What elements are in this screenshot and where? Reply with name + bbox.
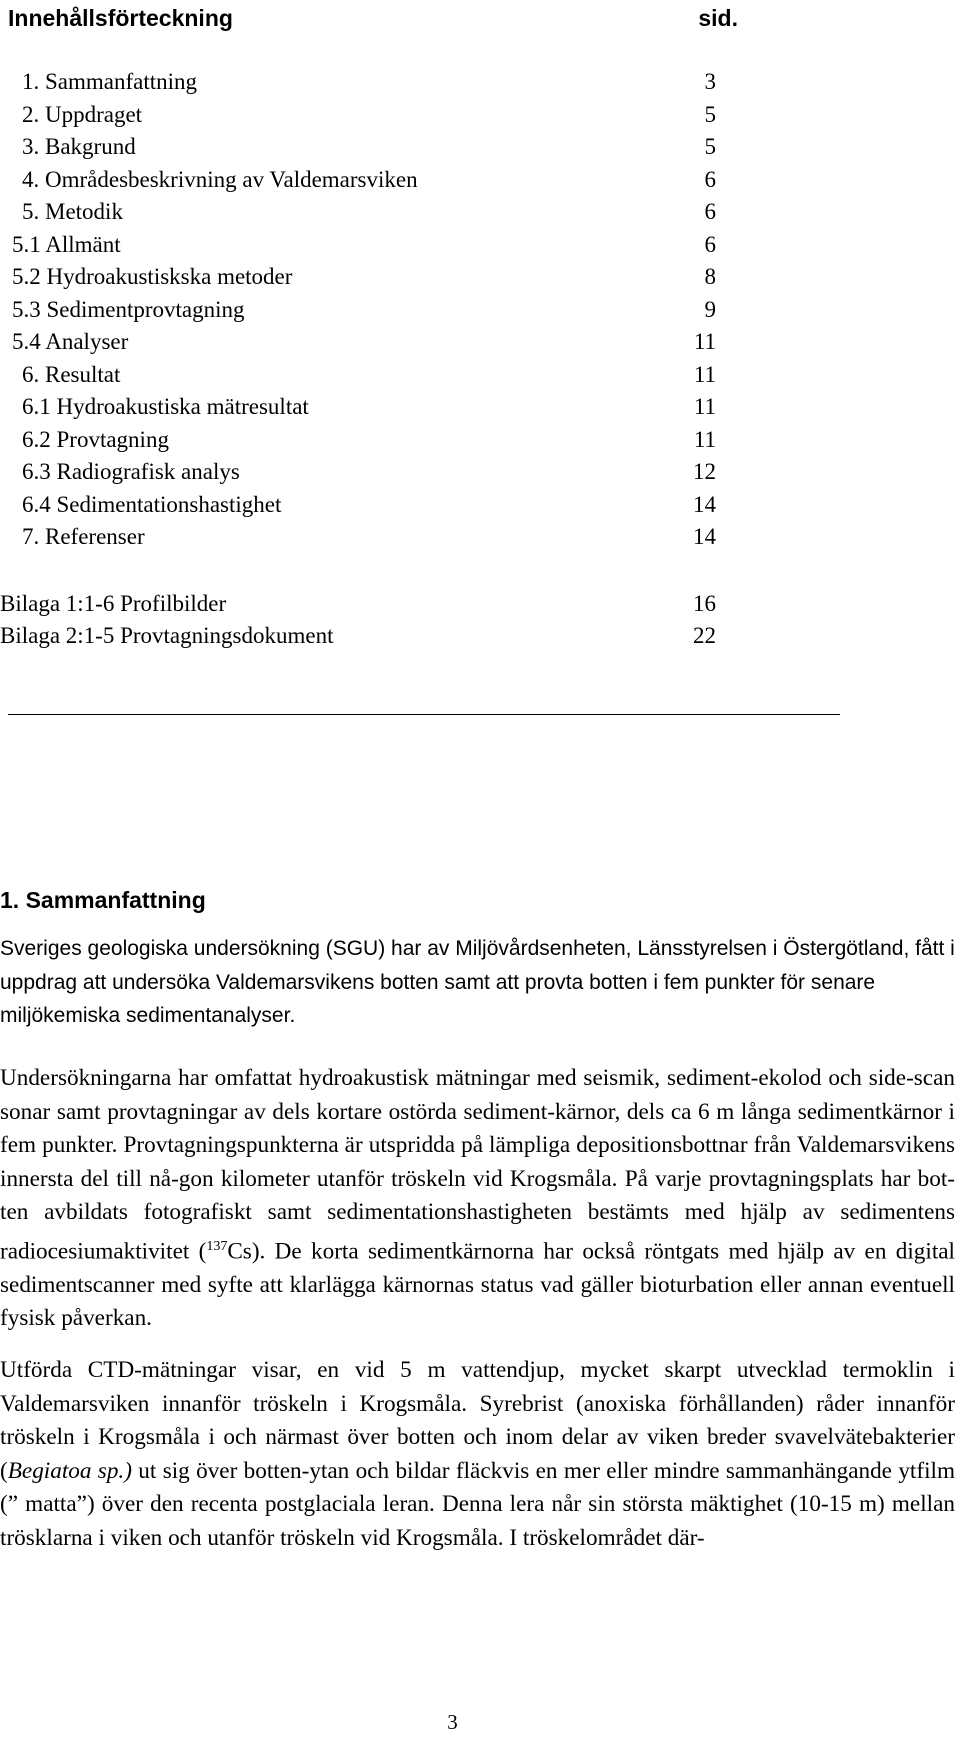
toc-entry xyxy=(0,456,960,489)
toc-entry-page: 8 xyxy=(704,264,716,289)
toc-entry-label: 6.4 Sedimentationshastighet xyxy=(22,491,282,517)
toc-entry-page: 3 xyxy=(704,69,716,94)
toc-entry xyxy=(0,489,960,522)
toc-entry-label: 6. Resultat xyxy=(22,361,121,387)
toc-entry-label: 5.1 Allmänt xyxy=(12,231,121,257)
paragraph-3 xyxy=(0,1354,955,1555)
toc-heading xyxy=(8,2,738,34)
toc-entry-label: Bilaga 1:1-6 Profilbilder xyxy=(0,590,227,616)
toc-entry xyxy=(0,261,960,294)
toc-entry xyxy=(0,391,960,424)
toc-entry-label: 4. Områdesbeskrivning av Valdemarsviken xyxy=(22,166,418,192)
toc-entry-label: 5.2 Hydroakustiskska metoder xyxy=(12,264,293,289)
toc-entry xyxy=(0,196,960,229)
toc-entry-label: 3. Bakgrund xyxy=(22,134,136,159)
toc-entry xyxy=(0,424,960,457)
toc-entry-label: 6.2 Provtagning xyxy=(22,426,169,452)
paragraph-3-text-cont: ut sig över botten-ytan och bildar fläckvis en mer eller mindre sammanhängande ytfilm (” matta”) över den recenta postglaciala leran. Denna lera når sin största mäktighet (10-15 m) mellan trösklarna i viken och utanför tröskeln vid Krogsmåla. I tröskelområdet där- xyxy=(0,1457,955,1551)
toc-entry xyxy=(0,99,960,132)
toc-list xyxy=(0,66,960,653)
toc-entry-page: 6 xyxy=(704,231,716,257)
toc-entry-page: 22 xyxy=(693,623,716,648)
toc-entry-label: 6.3 Radiografisk analys xyxy=(22,459,240,484)
toc-entry-page: 16 xyxy=(693,590,716,616)
paragraph-2-text-cont: Cs). De korta sedimentkärnorna har också röntgats med hjälp av en digital sedimentscanner med syfte att klarlägga kärnornas status vad gäller bioturbation eller annan eventuell fysisk påverkan. xyxy=(0,1238,955,1332)
horizontal-rule xyxy=(8,714,840,715)
toc-entry xyxy=(0,359,960,392)
toc-entry-page: 6 xyxy=(704,166,716,192)
paragraph-2 xyxy=(0,1062,955,1336)
toc-entry-page: 5 xyxy=(704,134,716,159)
toc-appendix-entry xyxy=(0,588,960,621)
toc-entry-label: 2. Uppdraget xyxy=(22,101,143,127)
toc-entry-label: 5.3 Sedimentprovtagning xyxy=(12,296,245,322)
paragraph-1: Sveriges geologiska undersökning (SGU) har av Miljövårdsenheten, Länsstyrelsen i Östergötland, fått i uppdrag att undersöka Valdemarsvikens botten samt att provta botten i fem punkter för senare miljökemiska sedimentanalyser. xyxy=(0,937,955,1027)
toc-entry-page: 14 xyxy=(693,491,716,517)
toc-entry xyxy=(0,66,960,99)
isotope-superscript: 137 xyxy=(206,1238,228,1254)
paragraph-3-text: Utförda CTD-mätningar visar, en vid 5 m vattendjup, mycket skarpt utvecklad termoklin i Valdemarsviken innanför tröskeln i Krogsmåla. Syrebrist (anoxiska förhållanden) råder innanför tröskeln i Krogsmåla i och närmast över botten och inom delar av viken breder svavelvätebakterier ( xyxy=(0,1357,955,1484)
toc-entry-page: 11 xyxy=(693,394,716,419)
toc-title: Innehållsförteckning xyxy=(8,5,233,31)
toc-spacer xyxy=(0,554,960,588)
toc-entry-label: Bilaga 2:1-5 Provtagningsdokument xyxy=(0,623,334,648)
toc-entry-page: 6 xyxy=(704,199,716,224)
toc-entry-page: 14 xyxy=(693,524,716,549)
toc-entry xyxy=(0,294,960,327)
toc-entry-page: 12 xyxy=(693,459,716,484)
toc-appendix-entry xyxy=(0,620,960,653)
section-heading: 1. Sammanfattning xyxy=(0,887,206,913)
toc-entry-page: 11 xyxy=(693,329,716,354)
toc-entry-page: 9 xyxy=(704,296,716,322)
toc-entry xyxy=(0,521,960,554)
toc-entry-page: 5 xyxy=(704,101,716,127)
paragraph-2-text: Undersökningarna har omfattat hydroakustisk mätningar med seismik, sediment-ekolod och side-scan sonar samt provtagningar av dels kortare ostörda sediment-kärnor, dels ca 6 m långa sedimentkärnor i fem punkter. Provtagningspunkterna är utspridda på lämpliga depositionsbottnar från Valdemarsvikens innersta del till nå-gon kilometer utanför tröskeln vid Krogsmåla. På varje provtagningsplats har bot-ten avbildats fotografiskt samt sedimentationshastigheten bestämts med hjälp av sedimentens radiocesiumaktivitet ( xyxy=(0,1065,955,1265)
species-name: Begiatoa sp.) xyxy=(7,1457,132,1484)
toc-entry-page: 11 xyxy=(693,361,716,387)
toc-entry-label: 5. Metodik xyxy=(22,199,123,224)
toc-entry-label: 5.4 Analyser xyxy=(12,329,129,354)
toc-entry xyxy=(0,229,960,262)
toc-entry-page: 11 xyxy=(693,426,716,452)
page-number: 3 xyxy=(447,1710,458,1734)
toc-entry-label: 7. Referenser xyxy=(22,524,145,549)
toc-entry-label: 6.1 Hydroakustiska mätresultat xyxy=(22,394,309,419)
toc-entry xyxy=(0,326,960,359)
toc-entry xyxy=(0,131,960,164)
toc-entry-label: 1. Sammanfattning xyxy=(22,69,198,94)
toc-entry xyxy=(0,164,960,197)
toc-page-column-label: sid. xyxy=(698,5,738,31)
